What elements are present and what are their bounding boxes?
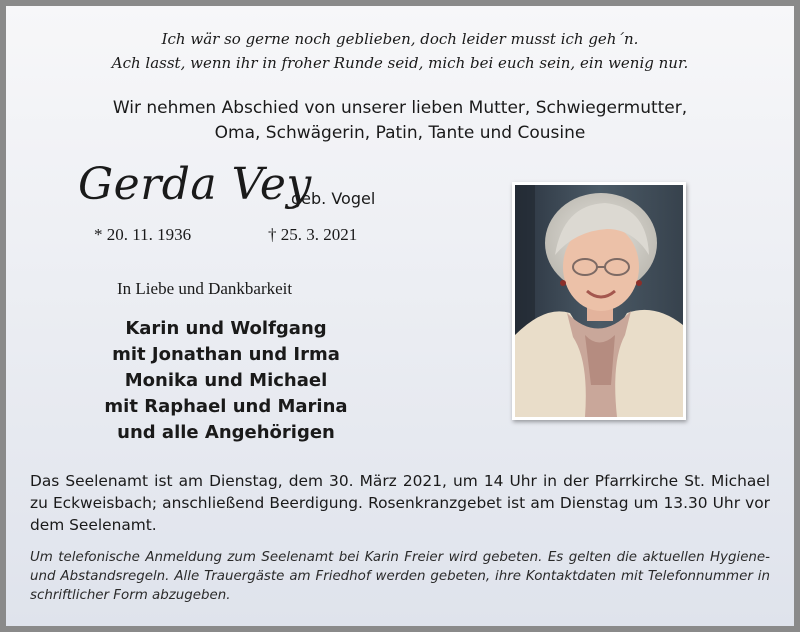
portrait-photo <box>512 182 686 420</box>
death-date: † 25. 3. 2021 <box>268 225 358 244</box>
verse-line-1: Ich wär so gerne noch geblieben, doch leider musst ich geh´n. <box>161 30 639 48</box>
mourner-line: mit Raphael und Marina <box>104 396 348 417</box>
verse-line-2: Ach lasst, wenn ihr in froher Runde seid, mich bei euch sein, ein wenig nur. <box>111 54 689 72</box>
mourner-line: mit Jonathan und Irma <box>112 344 340 365</box>
intro-line-2: Oma, Schwägerin, Patin, Tante und Cousine <box>214 123 586 143</box>
mourner-line: Karin und Wolfgang <box>125 318 327 339</box>
birth-date: * 20. 11. 1936 <box>94 225 192 244</box>
intro-line-1: Wir nehmen Abschied von unserer lieben Mutter, Schwiegermutter, <box>112 98 688 118</box>
obituary-card <box>6 6 794 626</box>
mourners-list <box>86 316 366 446</box>
birth-name: geb. Vogel <box>291 189 376 208</box>
closing-phrase: In Liebe und Dankbarkeit <box>117 279 293 298</box>
deceased-name: Gerda Vey <box>78 159 312 210</box>
mourner-line: Monika und Michael <box>124 370 328 391</box>
service-details: Das Seelenamt ist am Dienstag, dem 30. März 2021, um 14 Uhr in der Pfarrkirche St. Michael zu Eckweisbach; anschließend Beerdigung. Rosenkranzgebet ist am Dienstag um 13.30 Uhr vor dem Seelenamt. <box>30 472 770 534</box>
mourner-line: und alle Angehörigen <box>117 422 335 443</box>
registration-notice: Um telefonische Anmeldung zum Seelenamt bei Karin Freier wird gebeten. Es gelten die aktuellen Hygiene- und Abstandsregeln. Alle Trauergäste am Friedhof werden gebeten, ihre Kontaktdaten mit Telefonnummer in schriftlicher Form abzugeben. <box>30 550 770 603</box>
